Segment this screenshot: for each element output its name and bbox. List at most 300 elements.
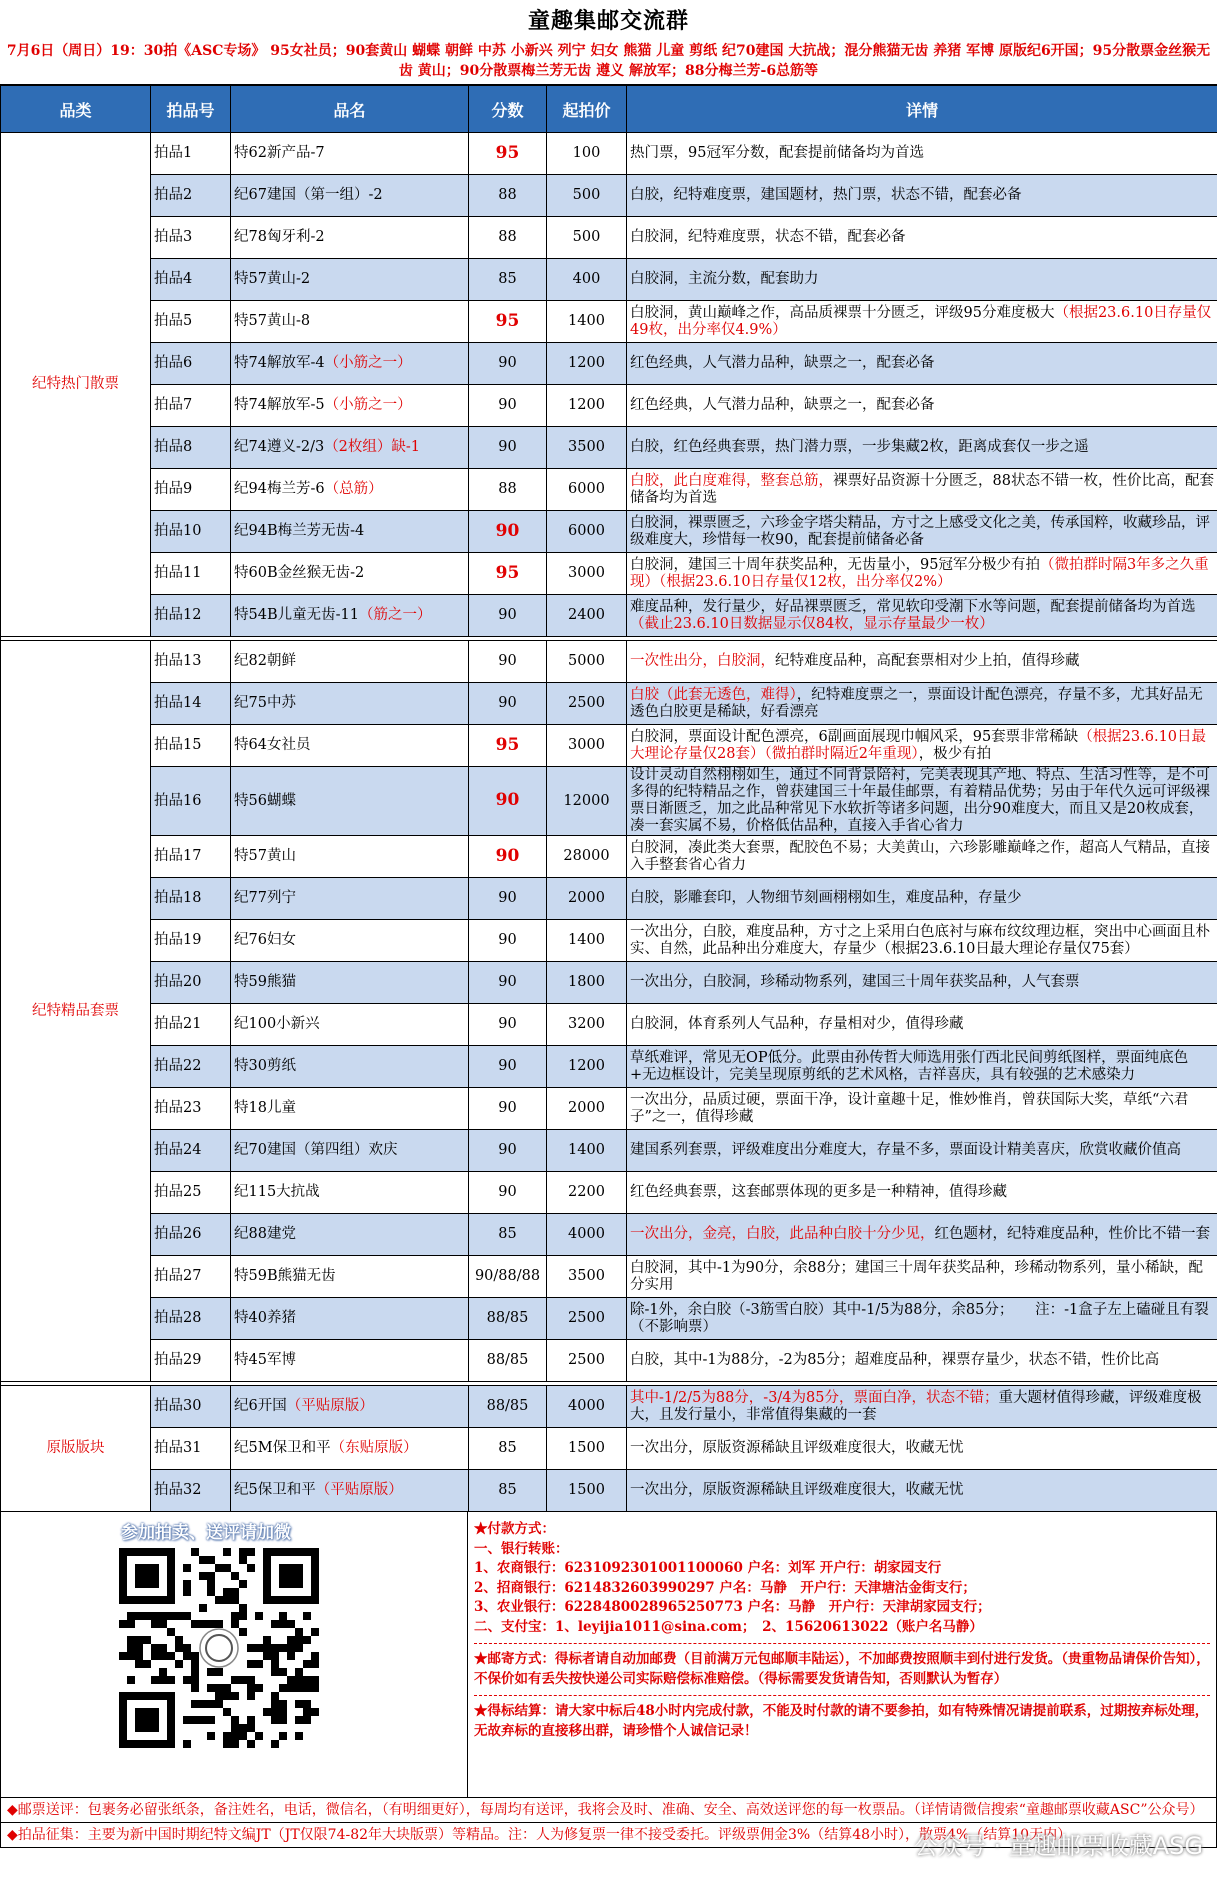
lot-score [469, 1428, 547, 1470]
lot-name-text: 纪88建党 [234, 1226, 296, 1242]
lot-start-price: 1200 [547, 385, 627, 427]
lot-name-text: 纪82朝鲜 [234, 653, 296, 669]
lot-start-price: 500 [547, 217, 627, 259]
lot-detail [627, 683, 1217, 725]
table-row [1, 878, 1217, 920]
lot-start-price: 4000 [547, 1386, 627, 1428]
table-row [1, 1214, 1217, 1256]
lot-number: 拍品31 [151, 1428, 231, 1470]
bottom-section [0, 1512, 1217, 1798]
table-row [1, 683, 1217, 725]
detail-text: 白胶洞，主流分数，配套助力 [630, 271, 819, 287]
lot-name-note: （东贴原版） [330, 1440, 418, 1456]
payment-line: 2、招商银行：6214832603990297 户名：马静 开户行：天津塘沽金街支行； [474, 1579, 976, 1596]
lot-name [231, 1256, 469, 1298]
lot-number: 拍品21 [151, 1004, 231, 1046]
lot-name-text: 纪5M保卫和平 [234, 1440, 331, 1456]
lot-name [231, 259, 469, 301]
lot-detail [627, 217, 1217, 259]
score-value: 90 [495, 790, 520, 810]
score-value: 88/85 [486, 1352, 529, 1368]
mail-block [474, 1650, 1210, 1696]
lot-score [469, 133, 547, 175]
detail-text: 白胶洞，裸票匮乏，六珍金字塔尖精品，方寸之上感受文化之美，传承国粹，收藏珍品，评级难度大，珍惜每一枚90，配套提前储备必备 [630, 514, 1210, 548]
lot-detail [627, 1214, 1217, 1256]
detail-text: 设计灵动自然栩栩如生，通过不同背景陪衬，完美表现其产地、特点、生活习性等，是不可多得的纪特精品之作，曾获建国三十年最佳邮票，有着精品优势；另由于年代久远可评级裸票日渐匮乏，加之此品种常见下水软折等诸多问题，出分90难度大，而且又是20枚成套，凑一套实属不易，价格低估品种，直接入手省心省力 [630, 767, 1210, 834]
lot-name [231, 1386, 469, 1428]
payment-line: 二、支付宝：1、leyijia1011@sina.com； 2、15620613022（账户名马静） [474, 1618, 983, 1635]
payment-panel [468, 1512, 1216, 1797]
detail-text: 白胶洞，其中-1为90分，余88分；建国三十周年获奖品种，珍稀动物系列，量小稀缺，配分实用 [630, 1259, 1204, 1293]
lot-name [231, 1214, 469, 1256]
lot-name-text: 纪70建国（第四组）欢庆 [234, 1142, 398, 1158]
table-row [1, 259, 1217, 301]
lot-start-price: 3200 [547, 1004, 627, 1046]
table-row [1, 1340, 1217, 1382]
payment-line: 一、银行转账： [474, 1540, 569, 1557]
lot-name [231, 836, 469, 878]
lot-start-price: 500 [547, 175, 627, 217]
score-value: 90 [498, 439, 517, 455]
lot-name-note: （小筋之一） [324, 397, 412, 413]
table-row [1, 385, 1217, 427]
lot-score [469, 1130, 547, 1172]
payment-block [474, 1520, 1210, 1644]
score-value: 95 [495, 562, 520, 583]
detail-tail: 重大题材值得珍藏，评级难度极大，且发行量小，非常值得集藏的一套 [630, 1389, 1202, 1423]
lot-start-price: 12000 [547, 767, 627, 836]
lot-score [469, 767, 547, 836]
lot-start-price: 3000 [547, 553, 627, 595]
detail-highlight: （根据23.6.10日最大理论存量仅28套）（微拍群时隔近2年重现） [630, 728, 1207, 762]
lot-start-price: 400 [547, 259, 627, 301]
detail-text: 草纸难评，常见无OP低分。此票由孙传哲大师选用张仃西北民间剪纸图样，票面纯底色+无边框设计，完美呈现原剪纸的艺术风格，吉祥喜庆，具有较强的艺术感染力 [630, 1049, 1189, 1083]
lot-name-text: 特74解放军-5 [234, 397, 325, 413]
payment-line: 3、农业银行：6228480028965250773 户名：马静 开户行：天津胡家园支行； [474, 1599, 991, 1615]
lot-detail [627, 175, 1217, 217]
lot-name-text: 纪115大抗战 [234, 1184, 320, 1200]
lot-detail [627, 1172, 1217, 1214]
score-value: 95 [495, 142, 520, 163]
score-value: 90 [495, 845, 520, 866]
lot-score [469, 1340, 547, 1382]
lot-name [231, 1298, 469, 1340]
lot-number: 拍品12 [151, 595, 231, 637]
detail-highlight: 白胶（此套无透色，难得） [630, 686, 797, 703]
lot-name-text: 纪100小新兴 [234, 1016, 320, 1032]
payment-line: 1、农商银行：6231092301001100060 户名：刘军 开户行：胡家园支行 [474, 1560, 942, 1576]
lots-table [0, 85, 1217, 1512]
lot-number: 拍品11 [151, 553, 231, 595]
lot-name [231, 343, 469, 385]
table-header-row [1, 86, 1217, 133]
detail-highlight: 一次性出分，白胶洞， [630, 653, 775, 669]
score-value: 90 [498, 355, 517, 371]
table-row [1, 1298, 1217, 1340]
lot-name-text: 纪74遵义-2/3 [234, 439, 325, 455]
lot-name-text: 纪78匈牙利-2 [234, 229, 325, 245]
lot-number: 拍品30 [151, 1386, 231, 1428]
lot-start-price: 3000 [547, 725, 627, 767]
lot-name-text: 纪94梅兰芳-6 [234, 481, 325, 497]
lot-number: 拍品17 [151, 836, 231, 878]
lot-score [469, 511, 547, 553]
score-value: 90/88/88 [474, 1268, 541, 1284]
qr-label: 参加拍卖、送评请加微 [121, 1523, 291, 1543]
lot-score [469, 1088, 547, 1130]
table-row [1, 343, 1217, 385]
lot-start-price: 1400 [547, 1130, 627, 1172]
lot-start-price: 1400 [547, 920, 627, 962]
lot-number: 拍品27 [151, 1256, 231, 1298]
category-cell: 纪特热门散票 [1, 133, 151, 637]
table-row [1, 595, 1217, 637]
table-row [1, 725, 1217, 767]
lot-score [469, 553, 547, 595]
lot-name [231, 641, 469, 683]
lot-score [469, 1046, 547, 1088]
lot-number: 拍品1 [151, 133, 231, 175]
lot-number: 拍品29 [151, 1340, 231, 1382]
lot-name [231, 217, 469, 259]
lot-name-text: 纪76妇女 [234, 932, 296, 948]
header-category: 品类 [1, 86, 151, 133]
lot-score [469, 878, 547, 920]
settle-text: ★得标结算：请大家中标后48小时内完成付款，不能及时付款的请不要参拍，如有特殊情况请提前联系，过期按弃标处理，无故弃标的直接移出群，请珍惜个人诚信记录！ [474, 1703, 1209, 1739]
settle-block [474, 1702, 1210, 1747]
score-value: 90 [498, 1142, 517, 1158]
score-value: 95 [495, 734, 520, 755]
lot-name [231, 1172, 469, 1214]
table-row [1, 175, 1217, 217]
lot-score [469, 175, 547, 217]
table-row [1, 469, 1217, 511]
table-row [1, 1470, 1217, 1512]
lot-start-price: 5000 [547, 641, 627, 683]
table-row [1, 641, 1217, 683]
lot-name [231, 1340, 469, 1382]
score-value: 90 [498, 890, 517, 906]
lot-name [231, 1088, 469, 1130]
table-row [1, 962, 1217, 1004]
lot-name [231, 595, 469, 637]
table-row [1, 1088, 1217, 1130]
lot-detail [627, 1130, 1217, 1172]
lot-start-price: 1200 [547, 1046, 627, 1088]
detail-text: 一次出分，品质过硬，票面干净，设计童趣十足，惟妙惟肖，曾获国际大奖，草纸“六君子”之一，值得珍藏 [630, 1091, 1189, 1125]
lot-name-text: 纪6开国 [234, 1398, 287, 1414]
lot-detail [627, 259, 1217, 301]
lot-score [469, 1004, 547, 1046]
lot-name-note: （总筋） [324, 481, 383, 497]
lot-detail [627, 962, 1217, 1004]
lot-number: 拍品15 [151, 725, 231, 767]
score-value: 88 [498, 481, 517, 497]
auction-notice: 7月6日（周日）19：30拍《ASC专场》 95女社员；90套黄山 蝴蝶 朝鲜 中苏 小新兴 列宁 妇女 熊猫 儿童 剪纸 纪70建国 大抗战；混分熊猫无齿 养猪 军博 原版纪6开国；95分散票金丝猴无齿 黄山；90分散票梅兰芳无齿 遵义 解放军；88分梅兰芳-6总筋等 [0, 38, 1217, 85]
lot-name-note: （筋之一） [358, 607, 432, 623]
lot-score [469, 1386, 547, 1428]
score-value: 88/85 [486, 1310, 529, 1326]
lot-detail [627, 1386, 1217, 1428]
detail-highlight: （微拍群时隔3年多之久重现）（根据23.6.10日存量仅12枚，出分率仅2%） [630, 556, 1209, 590]
detail-highlight: （截止23.6.10日数据显示仅84枚，显示存量最少一枚） [630, 615, 994, 632]
lot-name [231, 301, 469, 343]
lot-start-price: 1500 [547, 1470, 627, 1512]
lot-name [231, 133, 469, 175]
header-score: 分数 [469, 86, 547, 133]
lot-start-price: 100 [547, 133, 627, 175]
table-row [1, 920, 1217, 962]
detail-highlight: 其中-1/2/5为88分，-3/4为85分，票面白净，状态不错； [630, 1389, 999, 1406]
lot-detail [627, 511, 1217, 553]
lot-name-text: 特59B熊猫无齿 [234, 1268, 336, 1284]
score-value: 90 [498, 1100, 517, 1116]
table-row [1, 767, 1217, 836]
lot-score [469, 1172, 547, 1214]
lot-name-text: 特59熊猫 [234, 974, 296, 990]
table-row [1, 1172, 1217, 1214]
lot-number: 拍品9 [151, 469, 231, 511]
lot-number: 拍品18 [151, 878, 231, 920]
table-row [1, 217, 1217, 259]
lot-score [469, 1470, 547, 1512]
lot-number: 拍品16 [151, 767, 231, 836]
lot-score [469, 469, 547, 511]
table-row [1, 1386, 1217, 1428]
lot-start-price: 1800 [547, 962, 627, 1004]
lot-name-text: 纪94B梅兰芳无齿-4 [234, 523, 365, 539]
lot-number: 拍品14 [151, 683, 231, 725]
lot-name-text: 特30剪纸 [234, 1058, 296, 1074]
score-value: 85 [498, 271, 517, 287]
lot-number: 拍品2 [151, 175, 231, 217]
lot-detail [627, 767, 1217, 836]
detail-text: 难度品种，发行量少，好品裸票匮乏，常见软印受潮下水等问题，配套提前储备均为首选 [630, 598, 1196, 615]
table-row [1, 1046, 1217, 1088]
table-row [1, 427, 1217, 469]
lot-name-text: 特57黄山-2 [234, 271, 311, 287]
header-lot-no: 拍品号 [151, 86, 231, 133]
detail-text: 建国系列套票，评级难度出分难度大，存量不多，票面设计精美喜庆，欣赏收藏价值高 [630, 1142, 1181, 1158]
lot-name [231, 175, 469, 217]
lot-detail [627, 1298, 1217, 1340]
detail-text: 一次出分，原版资源稀缺且评级难度很大，收藏无忧 [630, 1440, 964, 1456]
mail-text: ★邮寄方式：得标者请自动加邮费（目前满万元包邮顺丰陆运），不加邮费按照顺丰到付进行发货。（贵重物品请保价告知），不保价如有丢失按快递公司实际赔偿标准赔偿。（得标需要发货请告知，否则默认为暂存） [474, 1651, 1210, 1687]
lot-name [231, 725, 469, 767]
detail-text: 白胶，其中-1为88分，-2为85分；超难度品种，裸票存量少，状态不错，性价比高 [630, 1352, 1160, 1368]
lot-number: 拍品23 [151, 1088, 231, 1130]
lot-detail [627, 427, 1217, 469]
lot-detail [627, 1470, 1217, 1512]
lot-score [469, 427, 547, 469]
lot-start-price: 1400 [547, 301, 627, 343]
lot-number: 拍品25 [151, 1172, 231, 1214]
lot-detail [627, 469, 1217, 511]
lot-name-text: 特57黄山-8 [234, 313, 311, 329]
lot-name-text: 特45军博 [234, 1352, 296, 1368]
lot-start-price: 6000 [547, 511, 627, 553]
detail-text: 白胶，红色经典套票，热门潜力票，一步集藏2枚，距离成套仅一步之遥 [630, 439, 1089, 455]
table-row [1, 511, 1217, 553]
lot-detail [627, 836, 1217, 878]
lot-start-price: 1500 [547, 1428, 627, 1470]
table-row [1, 301, 1217, 343]
lot-detail [627, 1004, 1217, 1046]
detail-text: 白胶洞，凑此类大套票，配胶色不易；大美黄山，六珍影雕巅峰之作，超高人气精品，直接入手整套省心省力 [630, 839, 1210, 873]
lot-number: 拍品19 [151, 920, 231, 962]
detail-tail: 红色题材，纪特难度品种，性价比不错一套 [934, 1226, 1210, 1242]
lot-number: 拍品24 [151, 1130, 231, 1172]
lot-name [231, 1130, 469, 1172]
score-value: 85 [498, 1226, 517, 1242]
lot-score [469, 962, 547, 1004]
detail-text: 一次出分，原版资源稀缺且评级难度很大，收藏无忧 [630, 1482, 964, 1498]
table-row [1, 133, 1217, 175]
lot-start-price: 2000 [547, 1088, 627, 1130]
lot-number: 拍品10 [151, 511, 231, 553]
lot-name-text: 特64女社员 [234, 737, 311, 753]
detail-tail: ，纪特难度票之一，票面设计配色漂亮，存量不多，尤其好品无透色白胶更是稀缺，好看漂亮 [630, 686, 1203, 720]
footer-appraisal: ◆邮票送评：包裹务必留张纸条，备注姓名，电话，微信名，（有明细更好），每周均有送评，我将会及时、准确、安全、高效送评您的每一枚票品。（详情请微信搜索“童趣邮票收藏ASC”公众号） [1, 1798, 1216, 1823]
detail-text: 白胶洞，纪特难度票，状态不错，配套必备 [630, 229, 906, 245]
lot-name-text: 特57黄山 [234, 848, 296, 864]
header-details: 详情 [627, 86, 1217, 133]
score-value: 90 [498, 932, 517, 948]
lot-detail [627, 878, 1217, 920]
score-value: 90 [495, 520, 520, 541]
lot-name-note: （平贴原版） [315, 1482, 403, 1498]
lot-name-text: 特60B金丝猴无齿-2 [234, 565, 365, 581]
lot-score [469, 836, 547, 878]
lot-detail [627, 553, 1217, 595]
lot-name-note: （平贴原版） [286, 1398, 374, 1414]
lot-detail [627, 1428, 1217, 1470]
score-value: 88 [498, 229, 517, 245]
lot-number: 拍品7 [151, 385, 231, 427]
lot-start-price: 4000 [547, 1214, 627, 1256]
lot-name [231, 427, 469, 469]
lot-score [469, 1256, 547, 1298]
lot-name-text: 特74解放军-4 [234, 355, 325, 371]
score-value: 85 [498, 1482, 517, 1498]
lot-score [469, 301, 547, 343]
lot-name-text: 纪77列宁 [234, 890, 296, 906]
lot-name [231, 878, 469, 920]
lot-start-price: 2000 [547, 878, 627, 920]
score-value: 85 [498, 1440, 517, 1456]
qr-code-icon[interactable] [119, 1548, 319, 1748]
lot-number: 拍品28 [151, 1298, 231, 1340]
lot-detail [627, 920, 1217, 962]
table-row [1, 1428, 1217, 1470]
score-value: 90 [498, 1058, 517, 1074]
score-value: 90 [498, 607, 517, 623]
score-value: 95 [495, 310, 520, 331]
lot-number: 拍品20 [151, 962, 231, 1004]
lot-detail [627, 641, 1217, 683]
detail-text: 白胶洞，黄山巅峰之作，高品质裸票十分匮乏，评级95分难度极大 [630, 304, 1055, 321]
lot-number: 拍品13 [151, 641, 231, 683]
lot-name [231, 1004, 469, 1046]
detail-text: 白胶洞，体育系列人气品种，存量相对少，值得珍藏 [630, 1016, 964, 1032]
lot-name [231, 767, 469, 836]
lot-score [469, 217, 547, 259]
footer-collection: ◆拍品征集：主要为新中国时期纪特文编JT（JT仅限74-82年大块版票）等精品。注：人为修复票一律不接受委托。评级票佣金3%（结算48小时），散票4%（结算10天内） [1, 1823, 1216, 1848]
lot-start-price: 2200 [547, 1172, 627, 1214]
detail-text: 一次出分，白胶洞，珍稀动物系列，建国三十周年获奖品种，人气套票 [630, 974, 1080, 990]
lot-number: 拍品22 [151, 1046, 231, 1088]
lot-start-price: 1200 [547, 343, 627, 385]
detail-text: 白胶，影雕套印，人物细节刻画栩栩如生，难度品种，存量少 [630, 890, 1022, 906]
lot-name [231, 1428, 469, 1470]
lot-detail [627, 1088, 1217, 1130]
header-name: 品名 [231, 86, 469, 133]
lot-score [469, 641, 547, 683]
lot-name [231, 511, 469, 553]
detail-text: 红色经典套票，这套邮票体现的更多是一种精神，值得珍藏 [630, 1184, 1007, 1200]
lot-start-price: 2500 [547, 683, 627, 725]
lot-score [469, 683, 547, 725]
lot-name-text: 特40养猪 [234, 1310, 296, 1326]
lot-name [231, 683, 469, 725]
lot-score [469, 259, 547, 301]
lot-detail [627, 595, 1217, 637]
lot-name-text: 纪5保卫和平 [234, 1482, 316, 1498]
score-value: 90 [498, 397, 517, 413]
lot-score [469, 725, 547, 767]
lot-name [231, 469, 469, 511]
lot-number: 拍品6 [151, 343, 231, 385]
category-cell: 纪特精品套票 [1, 641, 151, 1382]
score-value: 88 [498, 187, 517, 203]
lot-score [469, 920, 547, 962]
lot-detail [627, 343, 1217, 385]
lot-name [231, 962, 469, 1004]
lot-number: 拍品4 [151, 259, 231, 301]
lot-detail [627, 385, 1217, 427]
detail-text: 一次出分，白胶，难度品种，方寸之上采用白色底衬与麻布纹纹理边框，突出中心画面且朴实、自然，此品种出分难度大，存量少（根据23.6.10日最大理论存量仅75套） [630, 923, 1210, 957]
lot-start-price: 2500 [547, 1298, 627, 1340]
score-value: 90 [498, 695, 517, 711]
category-cell: 原版版块 [1, 1386, 151, 1512]
score-value: 90 [498, 653, 517, 669]
table-row [1, 1256, 1217, 1298]
table-row [1, 553, 1217, 595]
lot-name [231, 1046, 469, 1088]
detail-highlight: （根据23.6.10日存量仅49枚，出分率仅4.9%） [630, 304, 1212, 338]
lot-detail [627, 1256, 1217, 1298]
score-value: 88/85 [486, 1398, 529, 1414]
detail-text: 白胶洞，建国三十周年获奖品种，无齿量小，95冠军分极少有拍 [630, 556, 1040, 573]
detail-text: 热门票，95冠军分数，配套提前储备均为首选 [630, 145, 924, 161]
payment-title: ★付款方式： [474, 1521, 555, 1537]
lot-name [231, 553, 469, 595]
lot-start-price: 3500 [547, 1256, 627, 1298]
page-title: 童趣集邮交流群 [527, 8, 689, 34]
detail-tail: ，极少有拍 [918, 745, 992, 762]
lot-detail [627, 1340, 1217, 1382]
detail-text: 白胶洞，票面设计配色漂亮，6副画面展现巾帼风采，95套票非常稀缺 [630, 728, 1079, 745]
score-value: 90 [498, 1184, 517, 1200]
table-row [1, 1004, 1217, 1046]
detail-highlight: 一次出分，金亮，白胶，此品种白胶十分少见， [630, 1226, 935, 1242]
detail-text: 除-1外，余白胶（-3筋雪白胶）其中-1/5为88分，余85分； 注：-1盒子左上磕碰且有裂（不影响票） [630, 1301, 1209, 1335]
lot-score [469, 385, 547, 427]
detail-highlight: 白胶，此白度难得，整套总筋， [630, 472, 833, 489]
lot-name-text: 特18儿童 [234, 1100, 296, 1116]
detail-text: 红色经典，人气潜力品种，缺票之一，配套必备 [630, 397, 935, 413]
lot-score [469, 1298, 547, 1340]
